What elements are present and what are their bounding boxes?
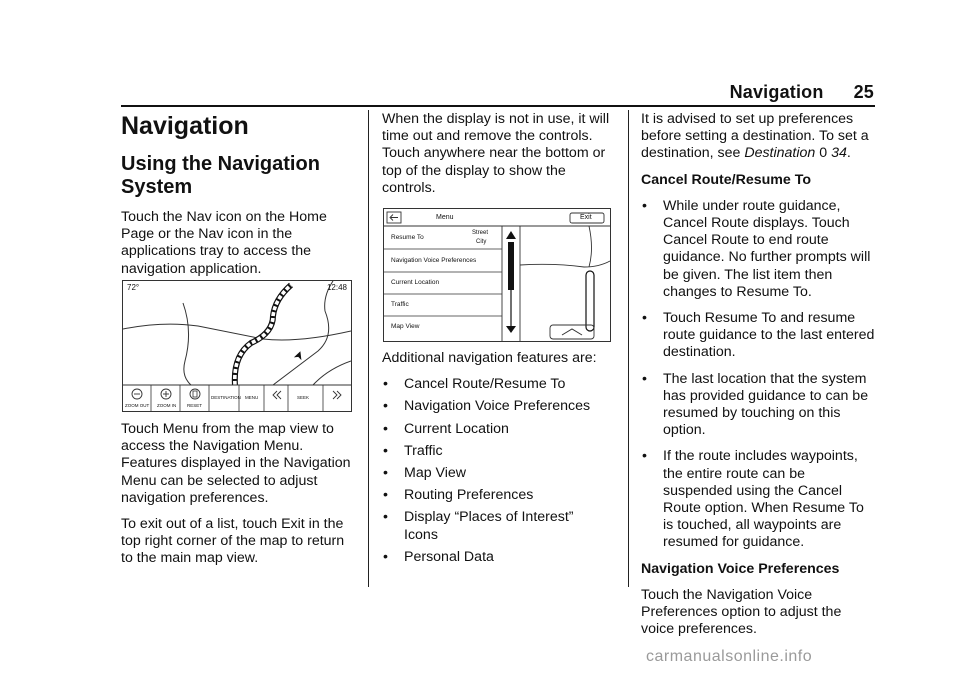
column-2-lower bbox=[382, 350, 618, 571]
menu-title: Menu bbox=[436, 214, 454, 221]
reset-label: RESET bbox=[187, 403, 203, 408]
list-item: • While under route guidance, Cancel Route displays. Touch Cancel Route to end route guidance. No further prompts will be given. The list item then changes to Resume To. bbox=[642, 197, 871, 300]
list-item: • Display “Places of Interest” Icons bbox=[383, 509, 574, 543]
menu-item-resume-to: Resume To bbox=[391, 234, 424, 241]
list-item: • If the route includes waypoints, the entire route can be suspended using the Cancel Route option. When Resume To is touched, all waypoints are resumed for guidance. bbox=[642, 448, 864, 551]
destination-paragraph: It is advised to set up preferences before setting a destination. To set a destination, see Destination 0 34. bbox=[641, 111, 869, 162]
column-1 bbox=[121, 111, 353, 287]
list-item: • The last location that the system has provided guidance to can be resumed by touching on this option. bbox=[642, 370, 869, 439]
cancel-route-heading: Cancel Route/Resume To bbox=[641, 171, 812, 188]
menu-item-traffic: Traffic bbox=[391, 301, 409, 308]
menu-item-map-view: Map View bbox=[391, 323, 420, 330]
map-screen-figure bbox=[122, 280, 352, 412]
seek-label: SEEK bbox=[297, 395, 310, 400]
menu-label: MENU bbox=[245, 395, 259, 400]
exit-paragraph: To exit out of a list, touch Exit in the top right corner of the map to return to the main map view. bbox=[121, 516, 345, 567]
list-item: • Touch Resume To and resume route guidance to the last entered destination. bbox=[642, 310, 875, 361]
voice-prefs-heading: Navigation Voice Preferences bbox=[641, 560, 840, 577]
watermark: carmanualsonline.info bbox=[646, 648, 813, 665]
voice-prefs-paragraph: Touch the Navigation Voice Preferences option to adjust the voice preferences. bbox=[641, 586, 842, 638]
clock: 12:48 bbox=[326, 283, 347, 292]
section-subtitle: Using the Navigation System bbox=[121, 153, 320, 198]
column-divider-2 bbox=[628, 110, 629, 587]
list-item: • Navigation Voice Preferences bbox=[383, 398, 591, 415]
timeout-paragraph: When the display is not in use, it will time out and remove the controls. Touch anywhere near the bottom or top of the display to show the controls. bbox=[382, 111, 610, 196]
column-3 bbox=[641, 111, 877, 647]
section-title: Navigation bbox=[121, 112, 249, 140]
exit-button-label: Exit bbox=[580, 214, 592, 221]
menu-illustration bbox=[384, 209, 610, 341]
page-number: 25 bbox=[853, 82, 874, 102]
map-illustration bbox=[123, 281, 351, 411]
destination-link[interactable]: Destination bbox=[744, 145, 816, 162]
menu-screen-figure bbox=[383, 208, 611, 342]
features-list bbox=[382, 376, 618, 566]
list-item: • Routing Preferences bbox=[383, 487, 534, 504]
intro-paragraph: Touch the Nav icon on the Home Page or the Nav icon in the applications tray to access the navigation application. bbox=[121, 209, 327, 277]
page-header bbox=[730, 82, 874, 103]
list-item: • Traffic bbox=[383, 442, 443, 459]
menu-item-current-location: Current Location bbox=[391, 279, 440, 286]
temperature: 72° bbox=[127, 283, 140, 292]
destination-label: DESTINATION bbox=[211, 395, 241, 400]
zoom-out-label: ZOOM OUT bbox=[125, 403, 150, 408]
column-1-lower bbox=[121, 421, 353, 577]
page-ref[interactable]: 34 bbox=[831, 145, 847, 162]
menu-item-voice-prefs: Navigation Voice Preferences bbox=[391, 257, 477, 264]
header-rule bbox=[121, 105, 875, 107]
list-item: • Cancel Route/Resume To bbox=[383, 376, 566, 393]
page-ref-arrow: 0 bbox=[819, 145, 828, 162]
cancel-route-list bbox=[641, 198, 877, 552]
column-divider-1 bbox=[368, 110, 369, 587]
zoom-in-label: ZOOM IN bbox=[157, 403, 177, 408]
street-label: Street bbox=[472, 230, 489, 236]
city-label: City bbox=[476, 239, 487, 245]
features-intro: Additional navigation features are: bbox=[382, 350, 597, 366]
list-item: • Personal Data bbox=[383, 548, 494, 565]
list-item: • Map View bbox=[383, 465, 467, 482]
menu-paragraph: Touch Menu from the map view to access the Navigation Menu. Features displayed in the Navigation Menu can be selected to adjust navigation preferences. bbox=[121, 421, 351, 506]
column-2 bbox=[382, 111, 618, 206]
header-section: Navigation bbox=[729, 82, 824, 102]
list-item: • Current Location bbox=[383, 420, 509, 437]
